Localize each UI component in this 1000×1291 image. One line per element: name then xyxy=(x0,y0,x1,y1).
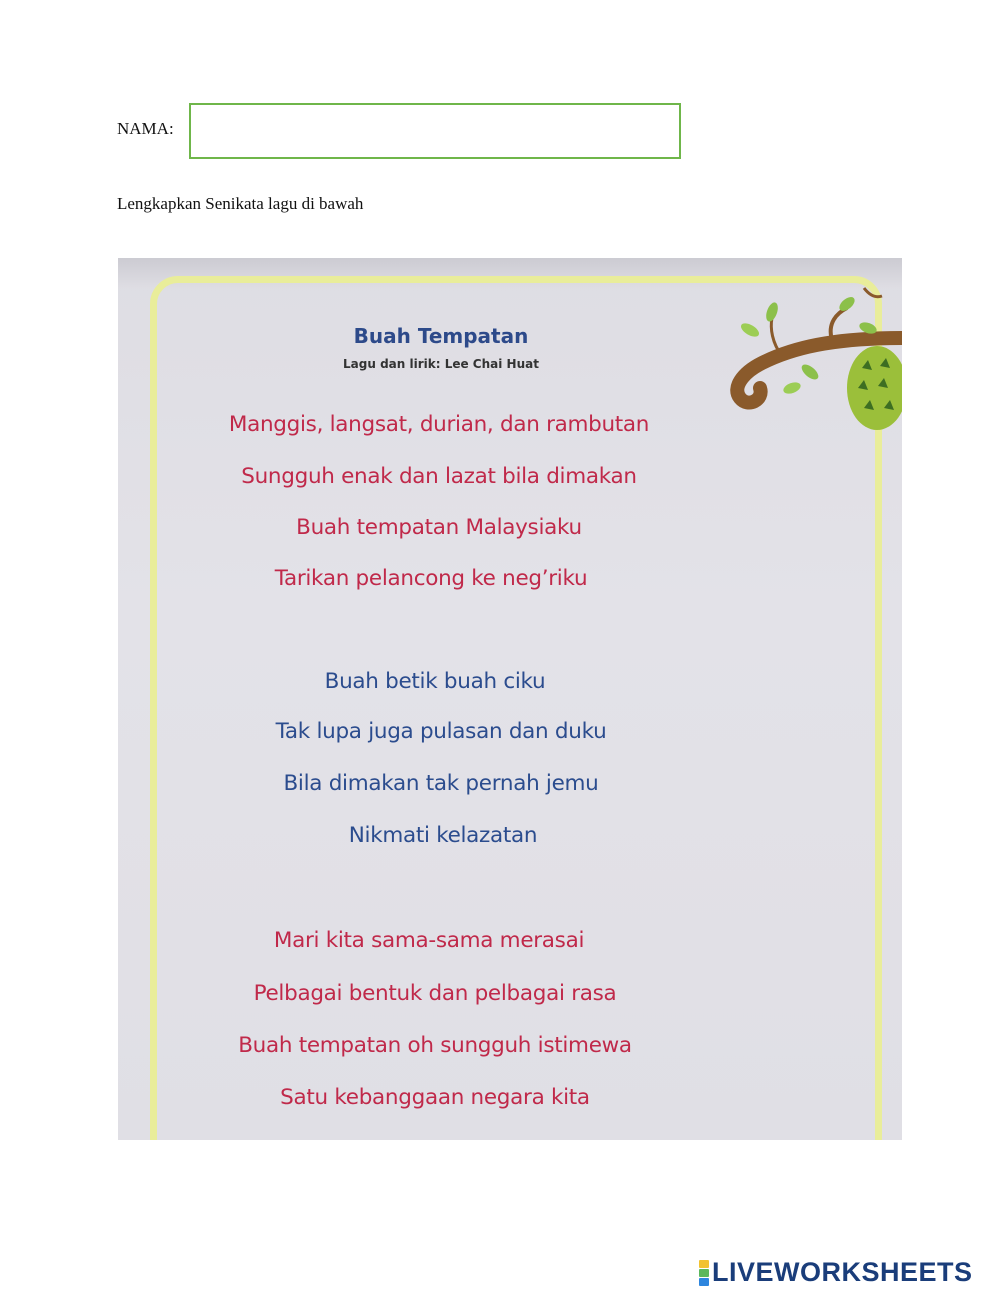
lyric-line: Tarikan pelancong ke neg’riku xyxy=(274,566,588,591)
logo-block xyxy=(699,1260,709,1268)
liveworksheets-logo xyxy=(699,1257,973,1288)
lyric-line: Nikmati kelazatan xyxy=(348,823,538,848)
lyric-line: Buah tempatan Malaysiaku xyxy=(296,515,582,540)
lyric-line: Tak lupa juga pulasan dan duku xyxy=(275,719,607,744)
name-label: NAMA: xyxy=(117,119,174,138)
lyric-line: Sungguh enak dan lazat bila dimakan xyxy=(241,464,637,489)
instruction-text: Lengkapkan Senikata lagu di bawah xyxy=(117,194,364,213)
song-credit: Lagu dan lirik: Lee Chai Huat xyxy=(343,357,539,371)
lyric-line: Buah tempatan oh sungguh istimewa xyxy=(238,1033,632,1058)
song-lyrics-image xyxy=(118,258,902,1140)
lyric-line: Satu kebanggaan negara kita xyxy=(280,1085,590,1110)
song-title: Buah Tempatan xyxy=(353,324,529,348)
lyric-line: Mari kita sama-sama merasai xyxy=(273,928,585,953)
logo-block xyxy=(699,1278,709,1286)
name-input[interactable] xyxy=(189,103,681,159)
logo-text: LIVEWORKSHEETS xyxy=(712,1257,973,1287)
lyric-line: Bila dimakan tak pernah jemu xyxy=(283,771,599,796)
logo-blocks-icon xyxy=(699,1260,709,1286)
lyric-line: Buah betik buah ciku xyxy=(324,669,546,694)
logo-block xyxy=(699,1269,709,1277)
tree-branch-icon xyxy=(632,268,902,488)
lyric-line: Manggis, langsat, durian, dan rambutan xyxy=(228,412,650,437)
lyric-line: Pelbagai bentuk dan pelbagai rasa xyxy=(253,981,617,1006)
